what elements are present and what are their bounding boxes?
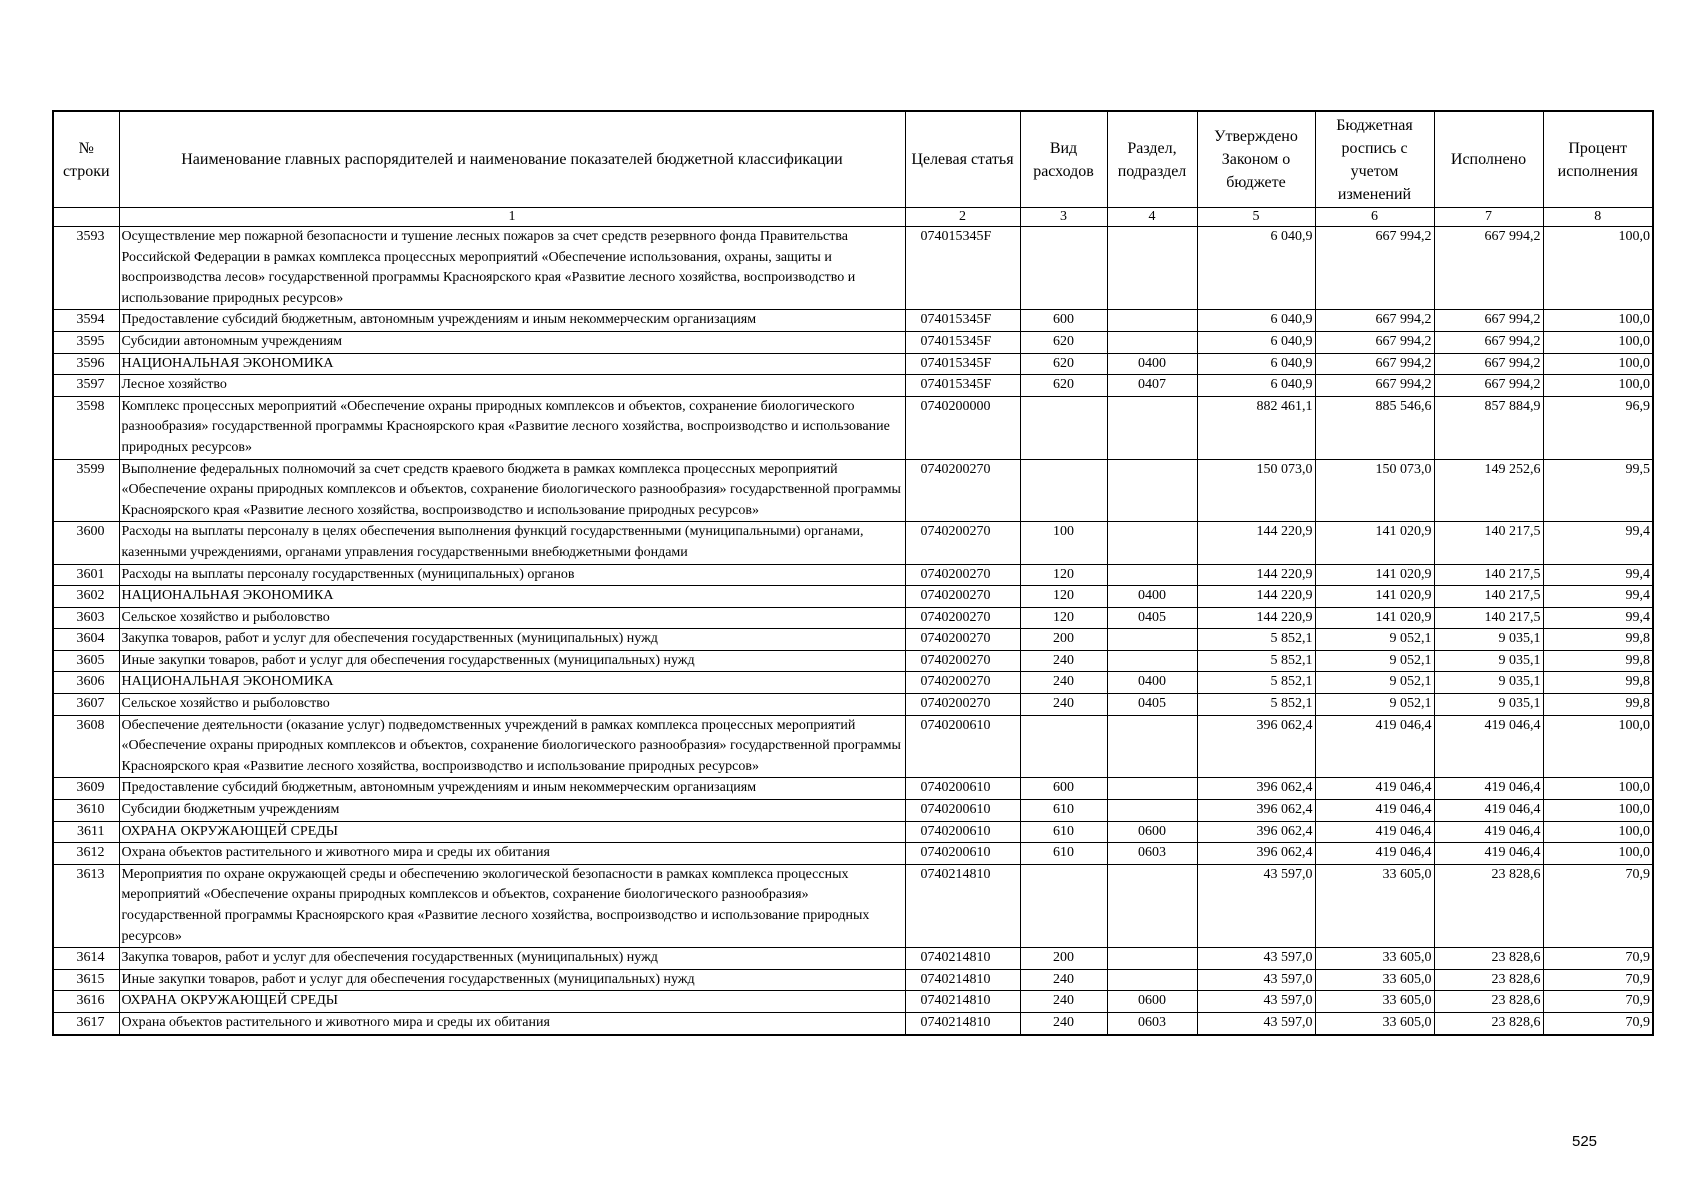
cell-budget-schedule: 33 605,0 — [1315, 864, 1434, 947]
col-number: 6 — [1315, 208, 1434, 227]
cell-executed: 419 046,4 — [1434, 778, 1543, 800]
cell-row-number: 3597 — [53, 375, 119, 397]
cell-target-article: 074015345F — [905, 353, 1020, 375]
cell-budget-schedule: 885 546,6 — [1315, 396, 1434, 459]
cell-name: НАЦИОНАЛЬНАЯ ЭКОНОМИКА — [119, 672, 905, 694]
cell-percent: 99,4 — [1543, 522, 1653, 564]
cell-name: Сельское хозяйство и рыболовство — [119, 607, 905, 629]
cell-budget-schedule: 419 046,4 — [1315, 843, 1434, 865]
cell-approved: 5 852,1 — [1197, 694, 1315, 716]
cell-expense-kind: 600 — [1020, 310, 1107, 332]
cell-section — [1107, 948, 1197, 970]
cell-percent: 100,0 — [1543, 375, 1653, 397]
column-number-row — [53, 208, 1653, 227]
cell-budget-schedule: 667 994,2 — [1315, 353, 1434, 375]
cell-approved: 396 062,4 — [1197, 800, 1315, 822]
cell-target-article: 0740200610 — [905, 715, 1020, 778]
cell-percent: 70,9 — [1543, 864, 1653, 947]
cell-expense-kind: 240 — [1020, 672, 1107, 694]
cell-approved: 43 597,0 — [1197, 969, 1315, 991]
cell-approved: 43 597,0 — [1197, 1012, 1315, 1034]
cell-approved: 6 040,9 — [1197, 331, 1315, 353]
cell-executed: 857 884,9 — [1434, 396, 1543, 459]
table-row — [53, 672, 1653, 694]
cell-name: Осуществление мер пожарной безопасности и тушение лесных пожаров за счет средств резервного фонда Правительства Российской Федерации в рамках комплекса процессных мероприятий «Обеспечение использования, охраны, защиты и воспроизводства лесов» государственной программы Красноярского края «Развитие лесного хозяйства, воспроизводство и использование природных ресурсов» — [119, 227, 905, 310]
col-number: 8 — [1543, 208, 1653, 227]
cell-budget-schedule: 33 605,0 — [1315, 991, 1434, 1013]
cell-section: 0405 — [1107, 607, 1197, 629]
cell-row-number: 3609 — [53, 778, 119, 800]
cell-executed: 667 994,2 — [1434, 310, 1543, 332]
cell-executed: 9 035,1 — [1434, 672, 1543, 694]
cell-target-article: 074015345F — [905, 331, 1020, 353]
cell-expense-kind: 620 — [1020, 353, 1107, 375]
cell-budget-schedule: 141 020,9 — [1315, 607, 1434, 629]
cell-executed: 23 828,6 — [1434, 864, 1543, 947]
table-row — [53, 969, 1653, 991]
table-row — [53, 227, 1653, 310]
cell-row-number: 3595 — [53, 331, 119, 353]
table-row — [53, 1012, 1653, 1034]
cell-name: Иные закупки товаров, работ и услуг для обеспечения государственных (муниципальных) нужд — [119, 650, 905, 672]
table-row — [53, 396, 1653, 459]
cell-approved: 396 062,4 — [1197, 715, 1315, 778]
cell-percent: 70,9 — [1543, 1012, 1653, 1034]
cell-name: Лесное хозяйство — [119, 375, 905, 397]
cell-percent: 99,8 — [1543, 694, 1653, 716]
col-number: 4 — [1107, 208, 1197, 227]
cell-executed: 140 217,5 — [1434, 586, 1543, 608]
cell-approved: 144 220,9 — [1197, 586, 1315, 608]
cell-name: Выполнение федеральных полномочий за счет средств краевого бюджета в рамках комплекса процессных мероприятий «Обеспечение охраны природных комплексов и объектов, сохранение биологического разнообразия» государственной программы Красноярского края «Развитие лесного хозяйства, воспроизводство и использование природных ресурсов» — [119, 459, 905, 522]
cell-budget-schedule: 419 046,4 — [1315, 778, 1434, 800]
cell-expense-kind — [1020, 864, 1107, 947]
cell-target-article: 0740200270 — [905, 522, 1020, 564]
cell-section — [1107, 864, 1197, 947]
cell-budget-schedule: 33 605,0 — [1315, 969, 1434, 991]
cell-row-number: 3614 — [53, 948, 119, 970]
table-row — [53, 375, 1653, 397]
cell-target-article: 0740214810 — [905, 1012, 1020, 1034]
cell-target-article: 0740200270 — [905, 629, 1020, 651]
cell-target-article: 0740200270 — [905, 564, 1020, 586]
cell-budget-schedule: 33 605,0 — [1315, 1012, 1434, 1034]
cell-row-number: 3594 — [53, 310, 119, 332]
cell-budget-schedule: 9 052,1 — [1315, 694, 1434, 716]
col-number — [53, 208, 119, 227]
cell-row-number: 3617 — [53, 1012, 119, 1034]
cell-approved: 396 062,4 — [1197, 778, 1315, 800]
cell-budget-schedule: 9 052,1 — [1315, 629, 1434, 651]
cell-row-number: 3616 — [53, 991, 119, 1013]
page-number: 525 — [1572, 1133, 1598, 1150]
cell-name: ОХРАНА ОКРУЖАЮЩЕЙ СРЕДЫ — [119, 991, 905, 1013]
cell-row-number: 3610 — [53, 800, 119, 822]
col-header-name: Наименование главных распорядителей и наименование показателей бюджетной классификации — [119, 111, 905, 208]
cell-budget-schedule: 141 020,9 — [1315, 586, 1434, 608]
cell-budget-schedule: 141 020,9 — [1315, 522, 1434, 564]
cell-row-number: 3613 — [53, 864, 119, 947]
cell-row-number: 3605 — [53, 650, 119, 672]
cell-expense-kind: 200 — [1020, 948, 1107, 970]
cell-target-article: 0740200000 — [905, 396, 1020, 459]
col-header-approved: Утверждено Законом о бюджете — [1197, 111, 1315, 208]
cell-name: Комплекс процессных мероприятий «Обеспечение охраны природных комплексов и объектов, сохранение биологического разнообразия» государственной программы Красноярского края «Развитие лесного хозяйства, воспроизводство и использование природных ресурсов» — [119, 396, 905, 459]
col-header-schedule: Бюджетная роспись с учетом изменений — [1315, 111, 1434, 208]
cell-name: Сельское хозяйство и рыболовство — [119, 694, 905, 716]
cell-executed: 419 046,4 — [1434, 843, 1543, 865]
cell-target-article: 0740200610 — [905, 778, 1020, 800]
cell-section — [1107, 522, 1197, 564]
cell-name: Закупка товаров, работ и услуг для обеспечения государственных (муниципальных) нужд — [119, 948, 905, 970]
cell-target-article: 0740200610 — [905, 821, 1020, 843]
cell-target-article: 0740200270 — [905, 586, 1020, 608]
cell-target-article: 0740200610 — [905, 800, 1020, 822]
cell-section — [1107, 310, 1197, 332]
table-row — [53, 991, 1653, 1013]
budget-execution-sheet — [52, 110, 1652, 1036]
cell-row-number: 3606 — [53, 672, 119, 694]
cell-name: ОХРАНА ОКРУЖАЮЩЕЙ СРЕДЫ — [119, 821, 905, 843]
cell-executed: 23 828,6 — [1434, 969, 1543, 991]
cell-row-number: 3611 — [53, 821, 119, 843]
cell-executed: 149 252,6 — [1434, 459, 1543, 522]
cell-name: Охрана объектов растительного и животного мира и среды их обитания — [119, 1012, 905, 1034]
cell-budget-schedule: 33 605,0 — [1315, 948, 1434, 970]
cell-approved: 6 040,9 — [1197, 375, 1315, 397]
cell-target-article: 0740214810 — [905, 948, 1020, 970]
cell-percent: 99,4 — [1543, 607, 1653, 629]
col-number: 2 — [905, 208, 1020, 227]
budget-table — [52, 110, 1654, 1036]
cell-row-number: 3604 — [53, 629, 119, 651]
cell-executed: 23 828,6 — [1434, 991, 1543, 1013]
col-header-kind: Вид расходов — [1020, 111, 1107, 208]
cell-approved: 6 040,9 — [1197, 310, 1315, 332]
cell-percent: 100,0 — [1543, 778, 1653, 800]
cell-percent: 99,4 — [1543, 586, 1653, 608]
cell-section: 0603 — [1107, 843, 1197, 865]
table-row — [53, 522, 1653, 564]
cell-approved: 43 597,0 — [1197, 864, 1315, 947]
cell-row-number: 3599 — [53, 459, 119, 522]
cell-budget-schedule: 150 073,0 — [1315, 459, 1434, 522]
cell-target-article: 0740200270 — [905, 672, 1020, 694]
cell-section — [1107, 459, 1197, 522]
col-number: 1 — [119, 208, 905, 227]
cell-expense-kind: 610 — [1020, 843, 1107, 865]
cell-approved: 43 597,0 — [1197, 948, 1315, 970]
cell-budget-schedule: 667 994,2 — [1315, 227, 1434, 310]
cell-budget-schedule: 9 052,1 — [1315, 672, 1434, 694]
cell-approved: 43 597,0 — [1197, 991, 1315, 1013]
cell-name: Закупка товаров, работ и услуг для обеспечения государственных (муниципальных) нужд — [119, 629, 905, 651]
cell-section — [1107, 331, 1197, 353]
cell-target-article: 0740214810 — [905, 969, 1020, 991]
cell-approved: 5 852,1 — [1197, 672, 1315, 694]
cell-executed: 23 828,6 — [1434, 1012, 1543, 1034]
cell-target-article: 0740200270 — [905, 459, 1020, 522]
col-number: 5 — [1197, 208, 1315, 227]
cell-percent: 99,8 — [1543, 629, 1653, 651]
cell-row-number: 3598 — [53, 396, 119, 459]
cell-row-number: 3601 — [53, 564, 119, 586]
table-row — [53, 331, 1653, 353]
cell-target-article: 0740214810 — [905, 991, 1020, 1013]
cell-section — [1107, 800, 1197, 822]
table-row — [53, 564, 1653, 586]
cell-executed: 9 035,1 — [1434, 629, 1543, 651]
cell-executed: 140 217,5 — [1434, 564, 1543, 586]
table-row — [53, 650, 1653, 672]
cell-expense-kind: 600 — [1020, 778, 1107, 800]
cell-section: 0405 — [1107, 694, 1197, 716]
cell-section — [1107, 969, 1197, 991]
cell-name: Расходы на выплаты персоналу государственных (муниципальных) органов — [119, 564, 905, 586]
cell-executed: 667 994,2 — [1434, 375, 1543, 397]
cell-row-number: 3607 — [53, 694, 119, 716]
cell-section: 0400 — [1107, 586, 1197, 608]
col-header-percent: Процент исполнения — [1543, 111, 1653, 208]
cell-expense-kind: 200 — [1020, 629, 1107, 651]
cell-percent: 100,0 — [1543, 310, 1653, 332]
table-row — [53, 353, 1653, 375]
cell-percent: 100,0 — [1543, 353, 1653, 375]
cell-target-article: 074015345F — [905, 375, 1020, 397]
cell-row-number: 3593 — [53, 227, 119, 310]
cell-budget-schedule: 667 994,2 — [1315, 375, 1434, 397]
cell-budget-schedule: 419 046,4 — [1315, 821, 1434, 843]
header-row — [53, 111, 1653, 208]
cell-expense-kind — [1020, 227, 1107, 310]
cell-target-article: 074015345F — [905, 310, 1020, 332]
cell-row-number: 3615 — [53, 969, 119, 991]
cell-executed: 667 994,2 — [1434, 331, 1543, 353]
cell-row-number: 3612 — [53, 843, 119, 865]
cell-percent: 70,9 — [1543, 991, 1653, 1013]
cell-expense-kind — [1020, 459, 1107, 522]
cell-expense-kind: 100 — [1020, 522, 1107, 564]
col-header-section: Раздел, подраздел — [1107, 111, 1197, 208]
cell-budget-schedule: 419 046,4 — [1315, 715, 1434, 778]
cell-approved: 6 040,9 — [1197, 353, 1315, 375]
table-row — [53, 607, 1653, 629]
cell-approved: 882 461,1 — [1197, 396, 1315, 459]
cell-section — [1107, 227, 1197, 310]
cell-approved: 396 062,4 — [1197, 821, 1315, 843]
cell-target-article: 0740200270 — [905, 607, 1020, 629]
cell-target-article: 0740214810 — [905, 864, 1020, 947]
cell-name: Иные закупки товаров, работ и услуг для обеспечения государственных (муниципальных) нужд — [119, 969, 905, 991]
cell-expense-kind — [1020, 396, 1107, 459]
cell-expense-kind: 240 — [1020, 969, 1107, 991]
col-header-executed: Исполнено — [1434, 111, 1543, 208]
cell-budget-schedule: 419 046,4 — [1315, 800, 1434, 822]
cell-expense-kind: 620 — [1020, 375, 1107, 397]
col-number: 3 — [1020, 208, 1107, 227]
cell-expense-kind: 120 — [1020, 564, 1107, 586]
cell-target-article: 0740200610 — [905, 843, 1020, 865]
cell-section: 0600 — [1107, 991, 1197, 1013]
cell-percent: 70,9 — [1543, 969, 1653, 991]
cell-section: 0400 — [1107, 353, 1197, 375]
cell-expense-kind: 240 — [1020, 694, 1107, 716]
table-row — [53, 459, 1653, 522]
cell-percent: 100,0 — [1543, 821, 1653, 843]
cell-name: Охрана объектов растительного и животного мира и среды их обитания — [119, 843, 905, 865]
cell-name: Расходы на выплаты персоналу в целях обеспечения выполнения функций государственными (муниципальными) органами, казенными учреждениями, органами управления государственными внебюджетными фондами — [119, 522, 905, 564]
cell-name: НАЦИОНАЛЬНАЯ ЭКОНОМИКА — [119, 353, 905, 375]
table-row — [53, 586, 1653, 608]
cell-approved: 144 220,9 — [1197, 564, 1315, 586]
cell-percent: 96,9 — [1543, 396, 1653, 459]
cell-row-number: 3600 — [53, 522, 119, 564]
cell-percent: 99,8 — [1543, 672, 1653, 694]
cell-section: 0603 — [1107, 1012, 1197, 1034]
col-header-target: Целевая статья — [905, 111, 1020, 208]
cell-name: Обеспечение деятельности (оказание услуг) подведомственных учреждений в рамках комплекса процессных мероприятий «Обеспечение охраны природных комплексов и объектов, сохранение биологического разнообразия» государственной программы Красноярского края «Развитие лесного хозяйства, воспроизводство и использование природных ресурсов» — [119, 715, 905, 778]
cell-row-number: 3596 — [53, 353, 119, 375]
cell-row-number: 3602 — [53, 586, 119, 608]
cell-section — [1107, 715, 1197, 778]
cell-name: Субсидии бюджетным учреждениям — [119, 800, 905, 822]
cell-section: 0600 — [1107, 821, 1197, 843]
table-row — [53, 715, 1653, 778]
cell-approved: 6 040,9 — [1197, 227, 1315, 310]
cell-budget-schedule: 667 994,2 — [1315, 310, 1434, 332]
cell-executed: 9 035,1 — [1434, 694, 1543, 716]
cell-target-article: 0740200270 — [905, 694, 1020, 716]
cell-section: 0400 — [1107, 672, 1197, 694]
col-number: 7 — [1434, 208, 1543, 227]
cell-executed: 667 994,2 — [1434, 227, 1543, 310]
cell-executed: 419 046,4 — [1434, 800, 1543, 822]
cell-name: Предоставление субсидий бюджетным, автономным учреждениям и иным некоммерческим организациям — [119, 778, 905, 800]
cell-section — [1107, 778, 1197, 800]
cell-executed: 667 994,2 — [1434, 353, 1543, 375]
cell-target-article: 0740200270 — [905, 650, 1020, 672]
cell-percent: 99,8 — [1543, 650, 1653, 672]
cell-target-article: 074015345F — [905, 227, 1020, 310]
col-header-row-no: № строки — [53, 111, 119, 208]
table-row — [53, 843, 1653, 865]
cell-percent: 70,9 — [1543, 948, 1653, 970]
cell-approved: 396 062,4 — [1197, 843, 1315, 865]
cell-section — [1107, 564, 1197, 586]
cell-executed: 23 828,6 — [1434, 948, 1543, 970]
table-row — [53, 629, 1653, 651]
cell-approved: 144 220,9 — [1197, 522, 1315, 564]
cell-expense-kind: 610 — [1020, 800, 1107, 822]
cell-section — [1107, 396, 1197, 459]
cell-row-number: 3608 — [53, 715, 119, 778]
cell-expense-kind: 610 — [1020, 821, 1107, 843]
cell-percent: 99,4 — [1543, 564, 1653, 586]
cell-executed: 419 046,4 — [1434, 715, 1543, 778]
cell-name: Мероприятия по охране окружающей среды и обеспечению экологической безопасности в рамках комплекса процессных мероприятий «Обеспечение охраны природных комплексов и объектов, сохранение биологического разнообразия» государственной программы Красноярского края «Развитие лесного хозяйства, воспроизводство и использование природных ресурсов» — [119, 864, 905, 947]
cell-section — [1107, 629, 1197, 651]
cell-expense-kind: 120 — [1020, 607, 1107, 629]
cell-name: Предоставление субсидий бюджетным, автономным учреждениям и иным некоммерческим организациям — [119, 310, 905, 332]
cell-executed: 9 035,1 — [1434, 650, 1543, 672]
cell-expense-kind: 240 — [1020, 1012, 1107, 1034]
cell-percent: 100,0 — [1543, 843, 1653, 865]
cell-approved: 150 073,0 — [1197, 459, 1315, 522]
cell-percent: 100,0 — [1543, 331, 1653, 353]
cell-expense-kind — [1020, 715, 1107, 778]
table-row — [53, 778, 1653, 800]
cell-approved: 144 220,9 — [1197, 607, 1315, 629]
table-row — [53, 948, 1653, 970]
cell-section — [1107, 650, 1197, 672]
table-row — [53, 800, 1653, 822]
cell-approved: 5 852,1 — [1197, 629, 1315, 651]
cell-percent: 99,5 — [1543, 459, 1653, 522]
cell-executed: 419 046,4 — [1434, 821, 1543, 843]
cell-expense-kind: 240 — [1020, 991, 1107, 1013]
cell-budget-schedule: 141 020,9 — [1315, 564, 1434, 586]
cell-expense-kind: 120 — [1020, 586, 1107, 608]
cell-budget-schedule: 9 052,1 — [1315, 650, 1434, 672]
cell-approved: 5 852,1 — [1197, 650, 1315, 672]
cell-percent: 100,0 — [1543, 227, 1653, 310]
cell-executed: 140 217,5 — [1434, 522, 1543, 564]
cell-row-number: 3603 — [53, 607, 119, 629]
table-row — [53, 864, 1653, 947]
cell-name: Субсидии автономным учреждениям — [119, 331, 905, 353]
cell-section: 0407 — [1107, 375, 1197, 397]
table-row — [53, 694, 1653, 716]
cell-percent: 100,0 — [1543, 715, 1653, 778]
cell-expense-kind: 620 — [1020, 331, 1107, 353]
cell-name: НАЦИОНАЛЬНАЯ ЭКОНОМИКА — [119, 586, 905, 608]
cell-executed: 140 217,5 — [1434, 607, 1543, 629]
table-row — [53, 821, 1653, 843]
table-row — [53, 310, 1653, 332]
cell-percent: 100,0 — [1543, 800, 1653, 822]
cell-budget-schedule: 667 994,2 — [1315, 331, 1434, 353]
table-body — [53, 227, 1653, 1035]
cell-expense-kind: 240 — [1020, 650, 1107, 672]
